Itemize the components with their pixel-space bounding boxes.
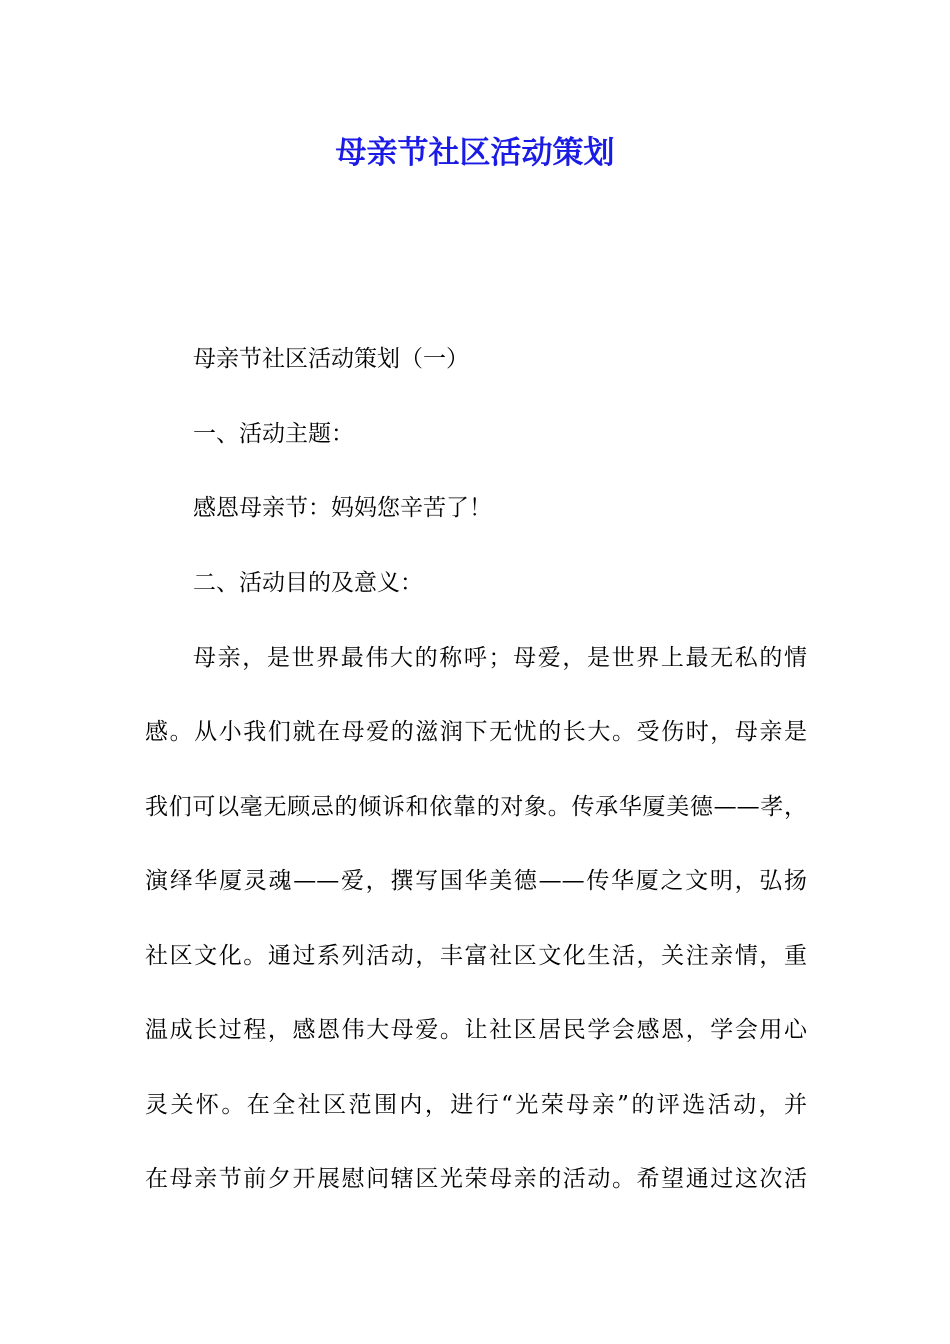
theme-text: 感恩母亲节：妈妈您辛苦了！ <box>193 495 492 521</box>
body-line: 演绎华厦灵魂——爱，撰写国华美德——传华厦之文明，弘扬 <box>145 868 807 894</box>
body-line: 母亲，是世界最伟大的称呼；母爱，是世界上最无私的情 <box>193 645 807 671</box>
body-line: 灵关怀。在全社区范围内，进行“光荣母亲”的评选活动，并 <box>145 1092 807 1118</box>
body-line: 感。从小我们就在母爱的滋润下无忧的长大。受伤时，母亲是 <box>145 719 807 745</box>
body-line: 社区文化。通过系列活动，丰富社区文化生活，关注亲情，重 <box>145 943 807 969</box>
body-line: 在母亲节前夕开展慰问辖区光荣母亲的活动。希望通过这次活 <box>145 1166 807 1192</box>
body-line: 温成长过程，感恩伟大母爱。让社区居民学会感恩，学会用心 <box>145 1017 807 1043</box>
document-title: 母亲节社区活动策划 <box>335 135 615 171</box>
part2-heading: 二、活动目的及意义： <box>193 570 423 596</box>
body-line: 我们可以毫无顾忌的倾诉和依靠的对象。传承华厦美德——孝， <box>145 794 807 820</box>
part1-heading: 一、活动主题： <box>193 421 354 447</box>
section-heading: 母亲节社区活动策划（一） <box>193 346 469 372</box>
